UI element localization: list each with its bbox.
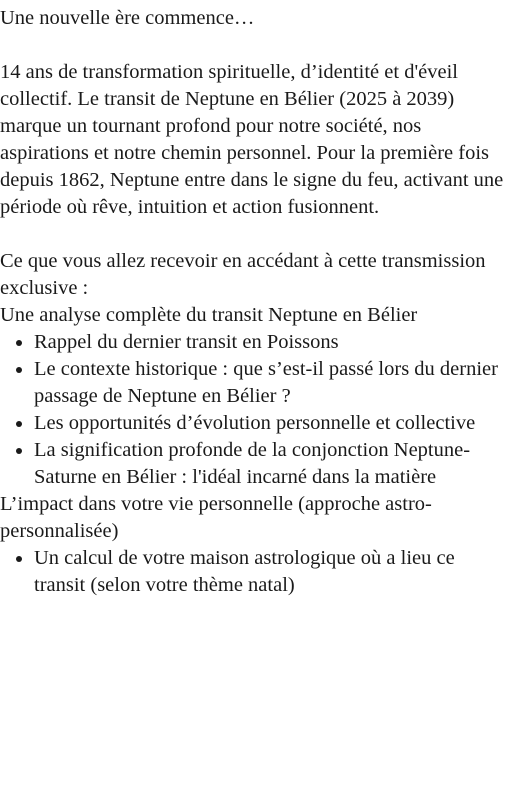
spacer <box>0 221 504 248</box>
list-item: • Les opportunités d’évolution personnelle et collective <box>34 410 504 437</box>
list-item: • Le contexte historique : que s’est-il passé lors du dernier passage de Neptune en Bélier ? <box>34 356 504 410</box>
heading: Une nouvelle ère commence… <box>0 7 255 29</box>
receive-heading: Ce que vous allez recevoir en accédant à cette transmission exclusive : <box>0 250 486 299</box>
spacer <box>0 32 504 59</box>
section-2-title: L’impact dans votre vie personnelle (approche astro-personnalisée) <box>0 493 432 542</box>
section-1-title: Une analyse complète du transit Neptune en Bélier <box>0 304 418 326</box>
list-item: • La signification profonde de la conjonction Neptune-Saturne en Bélier : l'idéal incarné dans la matière <box>34 437 504 491</box>
list-item: • Un calcul de votre maison astrologique où a lieu ce transit (selon votre thème natal) <box>34 545 504 599</box>
intro-paragraph: 14 ans de transformation spirituelle, d’identité et d'éveil collectif. Le transit de Neptune en Bélier (2025 à 2039) marque un tournant profond pour notre société, nos aspirations et notre chemin personnel. Pour la première fois depuis 1862, Neptune entre dans le signe du feu, activant une période où rêve, intuition et action fusionnent. <box>0 61 504 218</box>
list-item: • Rappel du dernier transit en Poissons <box>34 329 504 356</box>
section-2-list <box>0 545 504 599</box>
section-1-list <box>0 329 504 491</box>
